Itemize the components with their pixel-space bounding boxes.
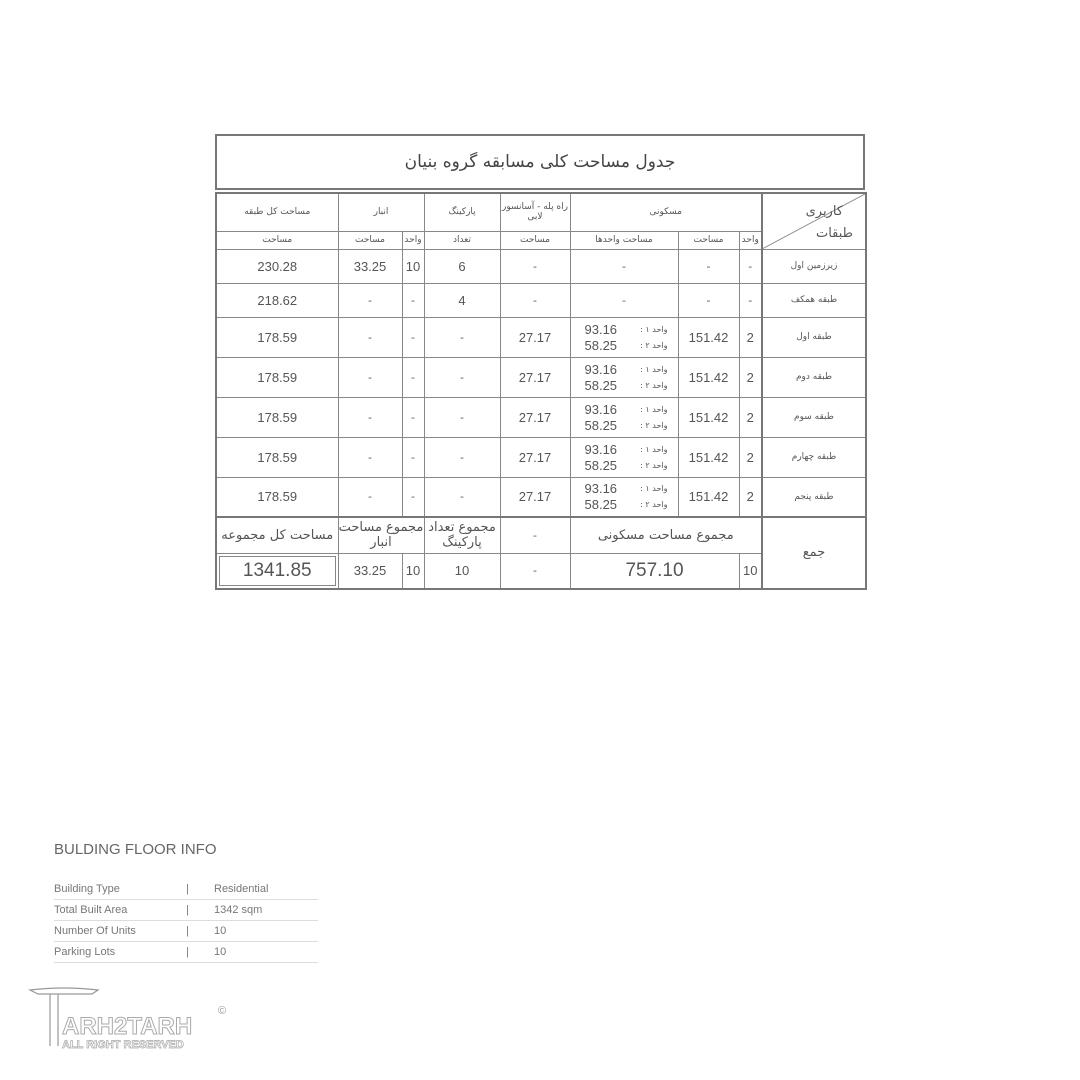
- header-storage: انبار: [338, 193, 424, 231]
- res-units-cell: 2: [739, 317, 762, 357]
- info-value: 1342 sqm: [214, 904, 263, 916]
- unit-value: 58.25: [584, 337, 618, 353]
- info-key: Total Built Area: [54, 904, 128, 916]
- unit-line: [571, 337, 678, 353]
- storage-area-cell: -: [338, 357, 402, 397]
- info-value: 10: [214, 946, 227, 958]
- parking-cell: -: [424, 437, 500, 477]
- total-cell: 178.59: [216, 357, 338, 397]
- header-stair: راه پله - آسانسور لابی: [500, 193, 570, 231]
- unit-label: واحد ۱ :: [640, 404, 668, 414]
- unit-label: واحد ۱ :: [640, 444, 668, 454]
- info-row: [54, 921, 318, 942]
- info-value: 10: [214, 925, 227, 937]
- unit-value: 93.16: [584, 441, 618, 457]
- parking-cell: 6: [424, 249, 500, 283]
- res-area-cell: 151.42: [678, 317, 739, 357]
- stair-cell: 27.17: [500, 317, 570, 357]
- unit-label: واحد ۲ :: [640, 500, 668, 510]
- storage-total-unit: 10: [402, 553, 424, 589]
- unit-value: 93.16: [584, 481, 618, 497]
- logo-tagline: ALL RIGHT RESERVED: [62, 1039, 184, 1051]
- table-title: جدول مساحت کلی مسابقه گروه بنیان: [215, 134, 865, 190]
- grand-total-label: مساحت کل مجموعه: [216, 517, 338, 553]
- logo-brand-text: ARH2TARH: [62, 1013, 193, 1040]
- sub-total-area: مساحت: [216, 231, 338, 249]
- unit-value: 58.25: [584, 497, 618, 513]
- parking-cell: -: [424, 397, 500, 437]
- info-row: [54, 900, 318, 921]
- parking-total-label: مجموع تعداد پارکینگ: [424, 517, 500, 553]
- grand-total-value: 1341.85: [219, 556, 336, 586]
- storage-unit-cell: -: [402, 357, 424, 397]
- storage-unit-cell: -: [402, 283, 424, 317]
- residential-total-area: 757.10: [570, 553, 739, 589]
- residential-total-label: مجموع مساحت مسکونی: [570, 517, 762, 553]
- unit-value: 93.16: [584, 361, 618, 377]
- corner-use-label: کاربری: [805, 204, 843, 219]
- sub-stair-area: مساحت: [500, 231, 570, 249]
- info-key: Building Type: [54, 883, 120, 895]
- res-area-cell: -: [678, 283, 739, 317]
- info-separator: |: [186, 904, 189, 916]
- copyright-icon: ©: [218, 1005, 227, 1017]
- floor-name-cell: طبقه سوم: [762, 397, 866, 437]
- info-row: [54, 879, 318, 900]
- unit-value: 58.25: [584, 417, 618, 433]
- parking-cell: -: [424, 357, 500, 397]
- unit-label: واحد ۱ :: [640, 484, 668, 494]
- storage-unit-cell: -: [402, 437, 424, 477]
- header-total: مساحت کل طبقه: [216, 193, 338, 231]
- stair-cell: 27.17: [500, 357, 570, 397]
- grand-total-cell: [216, 553, 338, 589]
- storage-total-area: 33.25: [338, 553, 402, 589]
- res-units-cell: -: [739, 283, 762, 317]
- res-area-cell: 151.42: [678, 437, 739, 477]
- floor-name-cell: زیرزمین اول: [762, 249, 866, 283]
- info-row: [54, 942, 318, 963]
- storage-area-cell: -: [338, 397, 402, 437]
- units-area-cell: [570, 397, 678, 437]
- floor-name-cell: طبقه پنجم: [762, 477, 866, 517]
- total-cell: 178.59: [216, 317, 338, 357]
- res-units-cell: 2: [739, 437, 762, 477]
- info-value: Residential: [214, 883, 269, 895]
- sub-res-area: مساحت: [678, 231, 739, 249]
- header-row: [216, 193, 866, 231]
- stair-total-label: -: [500, 517, 570, 553]
- header-residential: مسکونی: [570, 193, 762, 231]
- corner-floors-label: طبقات: [815, 225, 853, 241]
- res-units-cell: 2: [739, 477, 762, 517]
- parking-cell: -: [424, 477, 500, 517]
- stair-total-value: -: [500, 553, 570, 589]
- info-separator: |: [186, 946, 189, 958]
- floor-name-cell: طبقه همکف: [762, 283, 866, 317]
- stair-cell: -: [500, 283, 570, 317]
- units-area-cell: -: [570, 283, 678, 317]
- totals-label: جمع: [762, 517, 866, 589]
- unit-line: [571, 497, 678, 513]
- header-parking: پارکینگ: [424, 193, 500, 231]
- unit-label: واحد ۱ :: [640, 364, 668, 374]
- units-area-cell: [570, 317, 678, 357]
- unit-line: [571, 457, 678, 473]
- sub-storage-area: مساحت: [338, 231, 402, 249]
- units-area-cell: [570, 357, 678, 397]
- unit-line: [571, 417, 678, 433]
- units-area-cell: -: [570, 249, 678, 283]
- units-area-cell: [570, 477, 678, 517]
- unit-label: واحد ۲ :: [640, 420, 668, 430]
- total-cell: 178.59: [216, 477, 338, 517]
- unit-line: [571, 441, 678, 457]
- sub-res-unit: واحد: [739, 231, 762, 249]
- res-units-cell: 2: [739, 397, 762, 437]
- sub-parking-count: تعداد: [424, 231, 500, 249]
- storage-area-cell: -: [338, 283, 402, 317]
- unit-value: 58.25: [584, 377, 618, 393]
- table-row: [216, 357, 866, 397]
- sub-storage-unit: واحد: [402, 231, 424, 249]
- unit-line: [571, 377, 678, 393]
- info-separator: |: [186, 883, 189, 895]
- stair-cell: 27.17: [500, 477, 570, 517]
- storage-unit-cell: -: [402, 477, 424, 517]
- table-row: [216, 249, 866, 283]
- res-area-cell: 151.42: [678, 397, 739, 437]
- storage-area-cell: 33.25: [338, 249, 402, 283]
- parking-cell: 4: [424, 283, 500, 317]
- total-cell: 178.59: [216, 437, 338, 477]
- unit-value: 58.25: [584, 457, 618, 473]
- info-title: BULDING FLOOR INFO: [54, 841, 217, 858]
- unit-label: واحد ۲ :: [640, 380, 668, 390]
- area-table: [215, 192, 867, 590]
- table-row: [216, 283, 866, 317]
- parking-total-value: 10: [424, 553, 500, 589]
- brand-logo: [28, 984, 238, 1054]
- header-corner: [762, 193, 866, 249]
- unit-line: [571, 401, 678, 417]
- storage-area-cell: -: [338, 317, 402, 357]
- parking-cell: -: [424, 317, 500, 357]
- res-area-cell: 151.42: [678, 357, 739, 397]
- unit-line: [571, 481, 678, 497]
- unit-line: [571, 361, 678, 377]
- stair-cell: 27.17: [500, 437, 570, 477]
- stair-cell: -: [500, 249, 570, 283]
- unit-value: 93.16: [584, 321, 618, 337]
- floor-name-cell: طبقه دوم: [762, 357, 866, 397]
- units-area-cell: [570, 437, 678, 477]
- storage-unit-cell: -: [402, 317, 424, 357]
- storage-unit-cell: -: [402, 397, 424, 437]
- unit-label: واحد ۱ :: [640, 324, 668, 334]
- res-area-cell: -: [678, 249, 739, 283]
- unit-label: واحد ۲ :: [640, 460, 668, 470]
- res-area-cell: 151.42: [678, 477, 739, 517]
- totals-label-row: [216, 517, 866, 553]
- info-key: Parking Lots: [54, 946, 116, 958]
- unit-value: 93.16: [584, 401, 618, 417]
- storage-unit-cell: 10: [402, 249, 424, 283]
- storage-total-label: مجموع مساحت انبار: [338, 517, 424, 553]
- info-separator: |: [186, 925, 189, 937]
- stair-cell: 27.17: [500, 397, 570, 437]
- total-cell: 178.59: [216, 397, 338, 437]
- unit-label: واحد ۲ :: [640, 340, 668, 350]
- unit-line: [571, 321, 678, 337]
- res-units-cell: -: [739, 249, 762, 283]
- total-cell: 218.62: [216, 283, 338, 317]
- table-row: [216, 317, 866, 357]
- res-units-cell: 2: [739, 357, 762, 397]
- table-row: [216, 437, 866, 477]
- table-row: [216, 477, 866, 517]
- sub-units-area: مساحت واحدها: [570, 231, 678, 249]
- storage-area-cell: -: [338, 477, 402, 517]
- table-row: [216, 397, 866, 437]
- total-cell: 230.28: [216, 249, 338, 283]
- info-key: Number Of Units: [54, 925, 136, 937]
- residential-total-units: 10: [739, 553, 762, 589]
- info-list: [54, 879, 318, 963]
- storage-area-cell: -: [338, 437, 402, 477]
- floor-name-cell: طبقه اول: [762, 317, 866, 357]
- floor-name-cell: طبقه چهارم: [762, 437, 866, 477]
